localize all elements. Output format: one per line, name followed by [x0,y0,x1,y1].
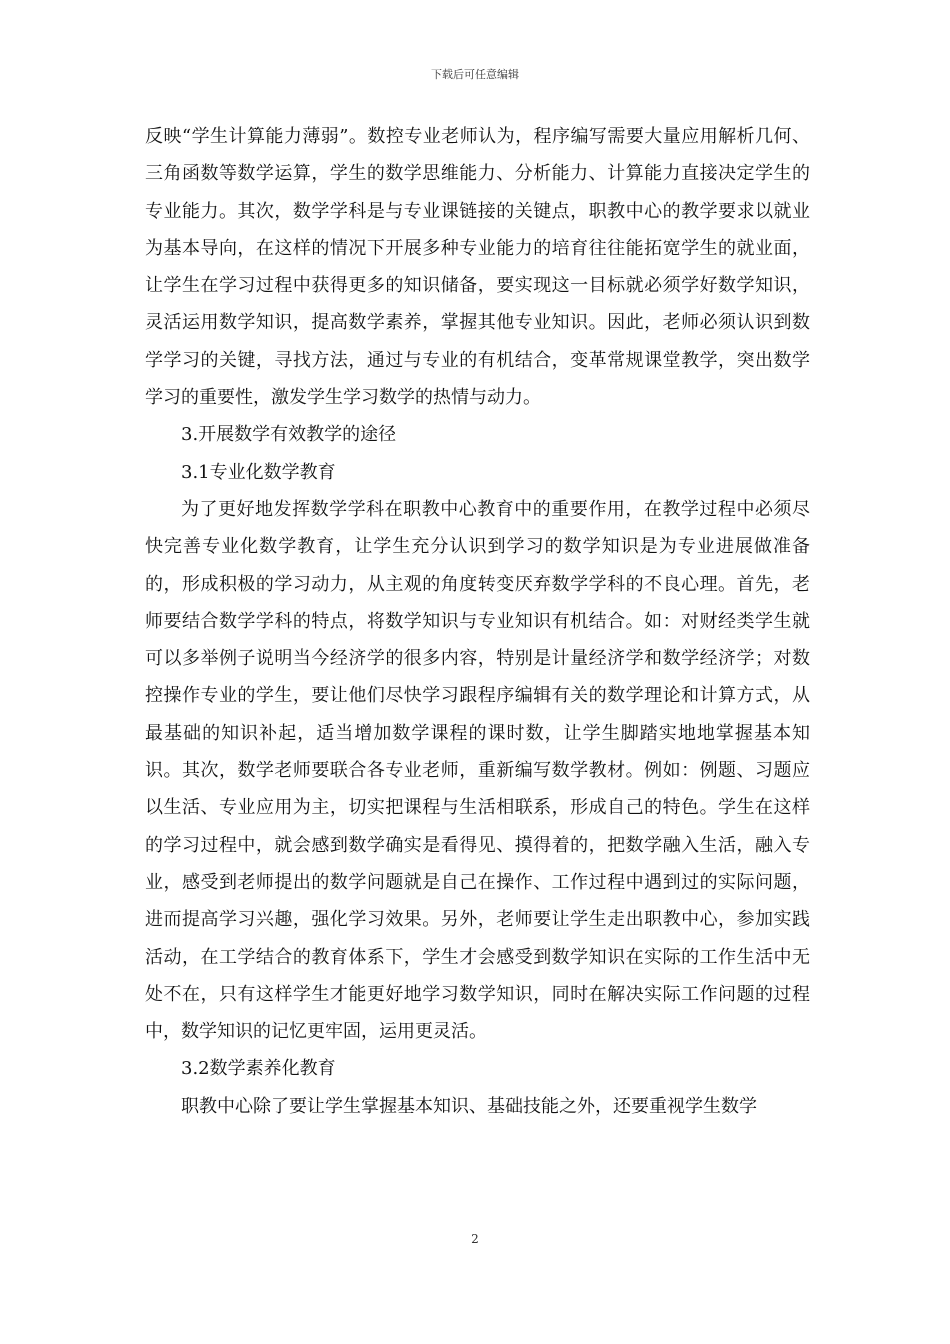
body-paragraph: 为了更好地发挥数学学科在职教中心教育中的重要作用，在教学过程中必须尽快完善专业化数学教育，让学生充分认识到学习的数学知识是为专业进展做准备的，形成积极的学习动力，从主观的角度转变厌弃数学学科的不良心理。首先，老师要结合数学学科的特点，将数学知识与专业知识有机结合。如：对财经类学生就可以多举例子说明当今经济学的很多内容，特别是计量经济学和数学经济学；对数控操作专业的学生，要让他们尽快学习跟程序编辑有关的数学理论和计算方式，从最基础的知识补起，适当增加数学课程的课时数，让学生脚踏实地地掌握基本知识。其次，数学老师要联合各专业老师，重新编写数学教材。例如：例题、习题应以生活、专业应用为主，切实把课程与生活相联系，形成自己的特色。学生在这样的学习过程中，就会感到数学确实是看得见、摸得着的，把数学融入生活，融入专业，感受到老师提出的数学问题就是自己在操作、工作过程中遇到过的实际问题，进而提高学习兴趣，强化学习效果。另外，老师要让学生走出职教中心，参加实践活动，在工学结合的教育体系下，学生才会感受到数学知识在实际的工作生活中无处不在，只有这样学生才能更好地学习数学知识，同时在解决实际工作问题的过程中，数学知识的记忆更牢固，运用更灵活。 [145,498,810,1043]
section-heading: 3.开展数学有效教学的途径 [181,424,397,446]
subsection-heading: 3.2数学素养化教育 [181,1058,336,1080]
page-header: 下载后可任意编辑 [431,68,519,81]
body-paragraph: 职教中心除了要让学生掌握基本知识、基础技能之外，还要重视学生数学 [181,1095,757,1117]
document-body [145,118,810,1125]
subsection-heading: 3.1专业化数学教育 [181,461,336,483]
body-paragraph: 反映“学生计算能力薄弱”。数控专业老师认为，程序编写需要大量应用解析几何、三角函数等数学运算，学生的数学思维能力、分析能力、计算能力直接决定学生的专业能力。其次，数学学科是与专业课链接的关键点，职教中心的教学要求以就业为基本导向，在这样的情况下开展多种专业能力的培育往往能拓宽学生的就业面，让学生在学习过程中获得更多的知识储备，要实现这一目标就必须学好数学知识，灵活运用数学知识，提高数学素养，掌握其他专业知识。因此，老师必须认识到数学学习的关键，寻找方法，通过与专业的有机结合，变革常规课堂教学，突出数学学习的重要性，激发学生学习数学的热情与动力。 [145,126,810,409]
page-number: 2 [471,1232,479,1246]
